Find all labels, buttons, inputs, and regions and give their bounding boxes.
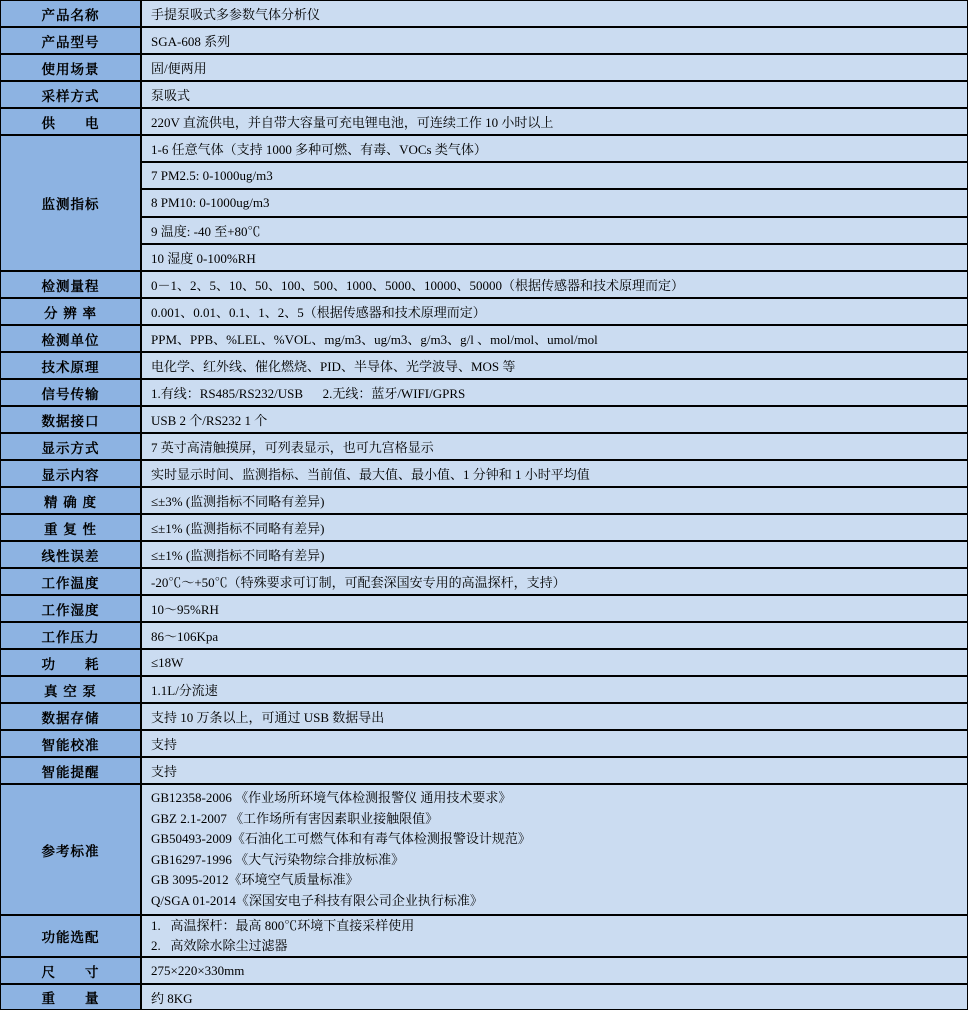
spec-value: 7 英寸高清触摸屏，可列表显示，也可九宫格显示 xyxy=(142,434,967,459)
spec-value: 支持 10 万条以上，可通过 USB 数据导出 xyxy=(142,704,967,729)
spec-value: 支持 xyxy=(142,758,967,783)
spec-value: 220V 直流供电，并自带大容量可充电锂电池，可连续工作 10 小时以上 xyxy=(142,109,967,134)
spec-value-group xyxy=(142,785,967,914)
spec-label: 产品名称 xyxy=(1,1,142,26)
standard-line: GB50493-2009《石油化工可燃气体和有毒气体检测报警设计规范》 xyxy=(151,831,531,846)
spec-value: 0.001、0.01、0.1、1、2、5（根据传感器和技术原理而定） xyxy=(142,299,967,324)
spec-value: ≤±3% (监测指标不同略有差异) xyxy=(142,488,967,513)
spec-value: 手提泵吸式多参数气体分析仪 xyxy=(142,1,967,26)
row-reference-standards xyxy=(1,785,967,916)
row-power-supply xyxy=(1,109,967,136)
spec-value: ≤±1% (监测指标不同略有差异) xyxy=(142,542,967,567)
row-dimensions xyxy=(1,958,967,985)
spec-value-group xyxy=(142,136,967,270)
spec-value: 电化学、红外线、催化燃烧、PID、半导体、光学波导、MOS 等 xyxy=(142,353,967,378)
row-linearity-error xyxy=(1,542,967,569)
row-product-model xyxy=(1,28,967,55)
row-optional-features xyxy=(1,916,967,958)
spec-label: 技术原理 xyxy=(1,353,142,378)
spec-label: 真 空 泵 xyxy=(1,677,142,702)
row-display-content xyxy=(1,461,967,488)
spec-label: 线性误差 xyxy=(1,542,142,567)
spec-label: 参考标准 xyxy=(1,785,142,914)
spec-value: -20℃～+50℃（特殊要求可订制，可配套深国安专用的高温探杆，支持） xyxy=(142,569,967,594)
spec-label: 重 复 性 xyxy=(1,515,142,540)
spec-label: 产品型号 xyxy=(1,28,142,53)
spec-label: 分 辨 率 xyxy=(1,299,142,324)
spec-label: 智能提醒 xyxy=(1,758,142,783)
spec-label: 检测单位 xyxy=(1,326,142,351)
spec-label: 使用场景 xyxy=(1,55,142,80)
spec-value: 0－1、2、5、10、50、100、500、1000、5000、10000、50000（根据传感器和技术原理而定） xyxy=(142,272,967,297)
option-line: 2. 高效除水除尘过滤器 xyxy=(151,938,288,953)
spec-value: SGA-608 系列 xyxy=(142,28,967,53)
indicator-line: 1-6 任意气体（支持 1000 多种可燃、有毒、VOCs 类气体） xyxy=(142,136,967,163)
spec-value: ≤18W xyxy=(142,650,967,675)
row-detection-range xyxy=(1,272,967,299)
option-line: 1. 高温探杆：最高 800℃环境下直接采样使用 xyxy=(151,917,415,933)
spec-value: 固/便两用 xyxy=(142,55,967,80)
spec-label: 精 确 度 xyxy=(1,488,142,513)
spec-value-group xyxy=(142,916,967,956)
row-sampling-method xyxy=(1,82,967,109)
spec-value: 275×220×330mm xyxy=(142,958,967,983)
spec-value: 支持 xyxy=(142,731,967,756)
row-data-storage xyxy=(1,704,967,731)
row-smart-reminder xyxy=(1,758,967,785)
spec-label: 重 量 xyxy=(1,985,142,1009)
spec-label: 显示方式 xyxy=(1,434,142,459)
row-signal-transmission xyxy=(1,380,967,407)
standard-line: GBZ 2.1-2007 《工作场所有害因素职业接触限值》 xyxy=(151,810,439,826)
standard-line: GB16297-1996 《大气污染物综合排放标准》 xyxy=(151,851,405,867)
row-smart-calibration xyxy=(1,731,967,758)
spec-value: 86～106Kpa xyxy=(142,623,967,648)
spec-value: 泵吸式 xyxy=(142,82,967,107)
spec-label: 检测量程 xyxy=(1,272,142,297)
row-working-humidity xyxy=(1,596,967,623)
row-detection-unit xyxy=(1,326,967,353)
spec-label: 供 电 xyxy=(1,109,142,134)
spec-value: 约 8KG xyxy=(142,985,967,1009)
row-resolution xyxy=(1,299,967,326)
spec-value: USB 2 个/RS232 1 个 xyxy=(142,407,967,432)
spec-label: 工作压力 xyxy=(1,623,142,648)
spec-value: ≤±1% (监测指标不同略有差异) xyxy=(142,515,967,540)
row-working-temperature xyxy=(1,569,967,596)
spec-label: 显示内容 xyxy=(1,461,142,486)
spec-value: PPM、PPB、%LEL、%VOL、mg/m3、ug/m3、g/m3、g/l 、mol/mol、umol/mol xyxy=(142,326,967,351)
spec-label: 工作湿度 xyxy=(1,596,142,621)
row-usage-scenario xyxy=(1,55,967,82)
spec-label: 尺 寸 xyxy=(1,958,142,983)
spec-label: 功能选配 xyxy=(1,916,142,956)
standard-line: GB 3095-2012《环境空气质量标准》 xyxy=(151,872,359,887)
row-weight xyxy=(1,985,967,1009)
indicator-line: 10 湿度 0-100%RH xyxy=(151,250,256,266)
spec-label: 功 耗 xyxy=(1,650,142,675)
row-product-name xyxy=(1,1,967,28)
row-data-interface xyxy=(1,407,967,434)
indicator-line: 8 PM10: 0-1000ug/m3 xyxy=(142,190,967,217)
row-repeatability xyxy=(1,515,967,542)
row-vacuum-pump xyxy=(1,677,967,704)
spec-label: 采样方式 xyxy=(1,82,142,107)
standard-line: Q/SGA 01-2014《深国安电子科技有限公司企业执行标准》 xyxy=(151,892,483,908)
row-technical-principle xyxy=(1,353,967,380)
spec-value: 1.1L/分流速 xyxy=(142,677,967,702)
spec-label: 数据接口 xyxy=(1,407,142,432)
row-accuracy xyxy=(1,488,967,515)
indicator-line: 7 PM2.5: 0-1000ug/m3 xyxy=(142,163,967,190)
spec-value: 实时显示时间、监测指标、当前值、最大值、最小值、1 分钟和 1 小时平均值 xyxy=(142,461,967,486)
spec-label: 监测指标 xyxy=(1,136,142,270)
spec-value: 1.有线：RS485/RS232/USB 2.无线：蓝牙/WIFI/GPRS xyxy=(142,380,967,405)
indicator-line: 9 温度: -40 至+80℃ xyxy=(142,218,967,245)
spec-value: 10～95%RH xyxy=(142,596,967,621)
spec-label: 数据存储 xyxy=(1,704,142,729)
row-working-pressure xyxy=(1,623,967,650)
spec-label: 工作温度 xyxy=(1,569,142,594)
standard-line: GB12358-2006 《作业场所环境气体检测报警仪 通用技术要求》 xyxy=(151,790,512,805)
row-power-consumption xyxy=(1,650,967,677)
row-monitoring-indicators xyxy=(1,136,967,272)
spec-label: 智能校准 xyxy=(1,731,142,756)
row-display-mode xyxy=(1,434,967,461)
spec-label: 信号传输 xyxy=(1,380,142,405)
